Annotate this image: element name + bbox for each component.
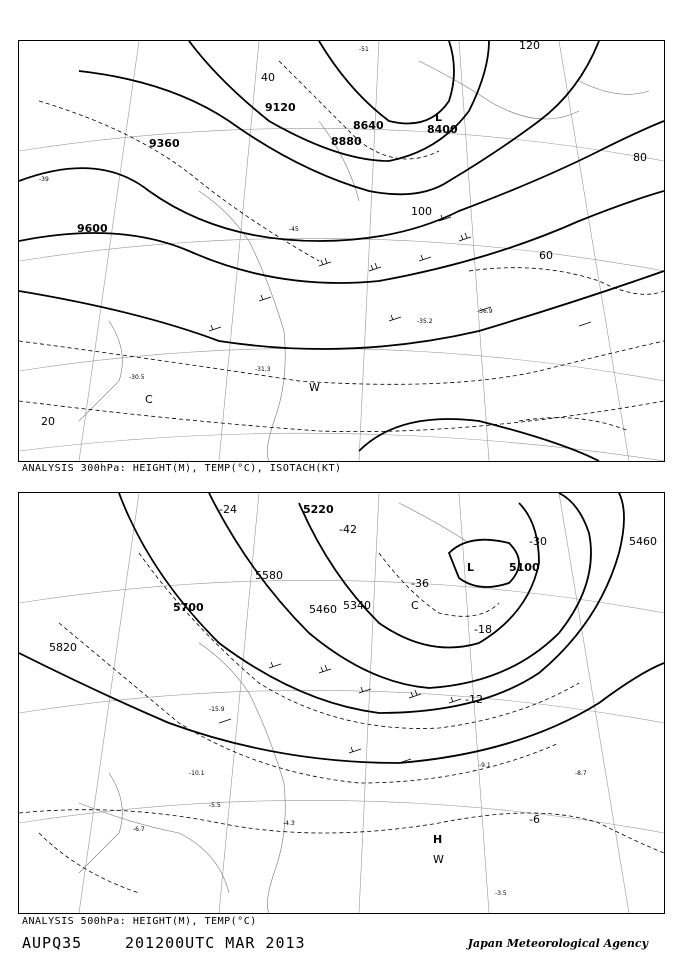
isotach-label-120: 120	[519, 41, 540, 52]
station-value: -5.5	[209, 802, 221, 809]
station-value: -15.9	[209, 706, 225, 713]
agency-name: Japan Meteorological Agency	[467, 937, 648, 950]
height-label-5340: 5340	[343, 599, 371, 612]
height-label-8640: 8640	[353, 119, 384, 132]
temp-label: -45	[289, 226, 299, 233]
map-300hpa	[18, 40, 665, 462]
low-pressure-marker: L	[435, 111, 443, 124]
station-value: -6.7	[133, 826, 145, 833]
station-value: -4.3	[283, 820, 295, 827]
station-value: -9.1	[479, 762, 491, 769]
isotach-label-80: 80	[633, 151, 647, 164]
height-label-5460: 5460	[309, 603, 337, 616]
graticule	[19, 41, 664, 461]
temp-label: -24	[219, 503, 237, 516]
height-label-5220: 5220	[303, 503, 334, 516]
height-label-9120: 9120	[265, 101, 296, 114]
dashed-contours	[19, 61, 664, 432]
chart-code: AUPQ35	[22, 934, 83, 952]
temperature-contours	[19, 553, 664, 893]
temp-label: -6	[529, 813, 540, 826]
map-500hpa	[18, 492, 665, 914]
warm-marker: W	[309, 381, 320, 394]
station-value: -8.7	[575, 770, 587, 777]
high-pressure-marker: H	[433, 833, 443, 846]
height-label-8880: 8880	[331, 135, 362, 148]
height-label-8400: 8400	[427, 123, 458, 136]
temp-label: -51	[359, 46, 369, 53]
temp-label: -31.3	[255, 366, 271, 373]
temp-label: -36.9	[477, 308, 493, 315]
height-label-9600: 9600	[77, 222, 108, 235]
temp-label: -36	[411, 577, 429, 590]
isotach-label-40: 40	[261, 71, 275, 84]
map-500hpa-svg	[19, 493, 664, 913]
temp-label: -12	[465, 693, 483, 706]
low-pressure-marker: L	[467, 561, 475, 574]
isotach-label-20: 20	[41, 415, 55, 428]
temp-label: -42	[339, 523, 357, 536]
cold-marker: C	[411, 599, 419, 612]
station-value: -10.1	[189, 770, 205, 777]
analysis-datetime: 201200UTC MAR 2013	[125, 934, 306, 952]
temp-label: -30.5	[129, 374, 145, 381]
warm-marker: W	[433, 853, 444, 866]
temp-label: -35.2	[417, 318, 433, 325]
coastline	[79, 503, 469, 913]
map-300hpa-svg	[19, 41, 664, 461]
height-contours	[19, 41, 664, 461]
caption-300hpa: ANALYSIS 300hPa: HEIGHT(M), TEMP(°C), ISOTACH(KT)	[22, 463, 342, 474]
temp-label: -39	[39, 176, 49, 183]
isotach-label-60: 60	[539, 249, 553, 262]
height-label-5820: 5820	[49, 641, 77, 654]
height-label-5580: 5580	[255, 569, 283, 582]
height-label-5700: 5700	[173, 601, 204, 614]
graticule	[19, 493, 664, 913]
caption-500hpa: ANALYSIS 500hPa: HEIGHT(M), TEMP(°C)	[22, 916, 257, 927]
cold-marker: C	[145, 393, 153, 406]
height-label-9360: 9360	[149, 137, 180, 150]
height-label-5100: 5100	[509, 561, 540, 574]
temp-label: -18	[474, 623, 492, 636]
isotach-label-100: 100	[411, 205, 432, 218]
temp-label: -30	[529, 535, 547, 548]
station-value: -3.5	[495, 890, 507, 897]
height-label-5460-east: 5460	[629, 535, 657, 548]
